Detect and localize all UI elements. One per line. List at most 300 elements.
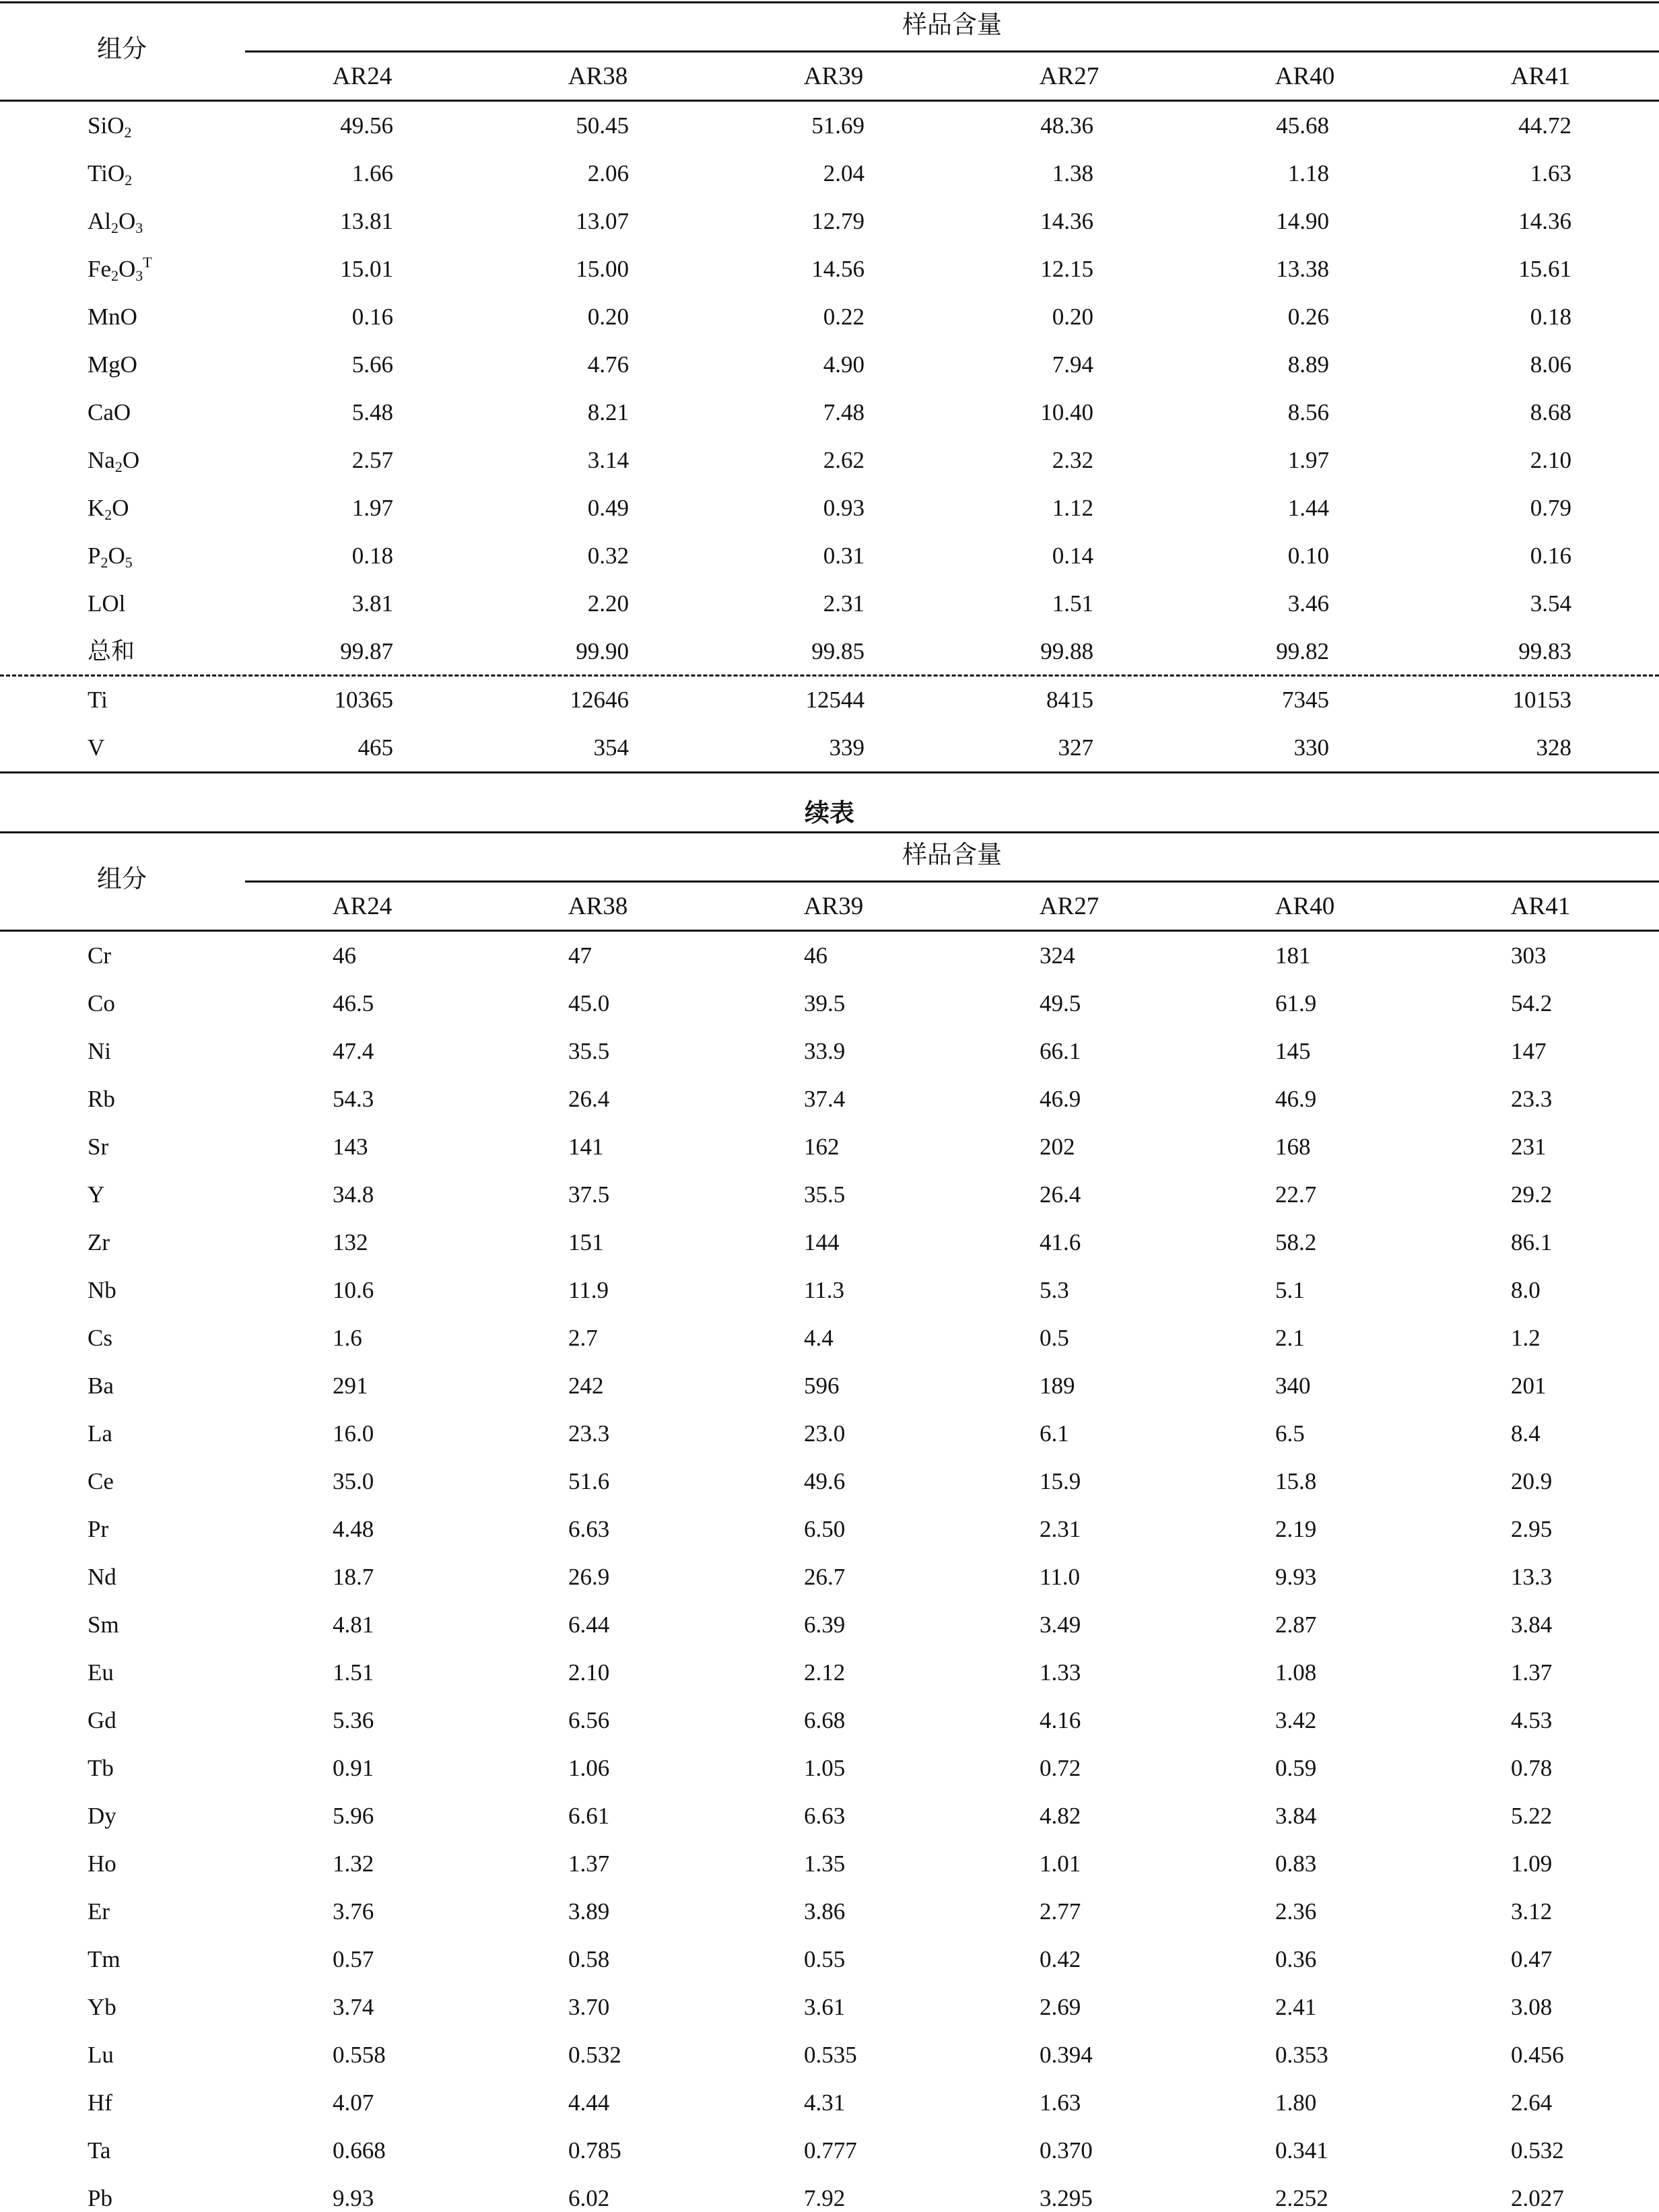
table-cell: 291: [333, 1373, 368, 1399]
table-cell: 6.63: [804, 1803, 846, 1829]
table-cell: 144: [804, 1229, 840, 1255]
table-cell: 7345: [1282, 687, 1329, 713]
table-cell: 6.39: [804, 1612, 846, 1638]
table-cell: 1.06: [568, 1755, 610, 1781]
table-cell: 0.558: [333, 2042, 386, 2068]
table-cell: 0.532: [568, 2042, 621, 2068]
table-cell: 2.20: [587, 590, 629, 617]
table-cell: 7.92: [804, 2185, 846, 2211]
table-cell: 1.6: [333, 1325, 362, 1351]
table-cell: 147: [1511, 1038, 1547, 1064]
table-cell: 6.02: [568, 2185, 610, 2211]
row-label: SiO$_2$: [88, 112, 132, 141]
table-cell: 99.88: [1040, 638, 1093, 664]
table-cell: 12646: [570, 687, 629, 713]
table-cell: 51.6: [568, 1468, 610, 1494]
table-cell: 34.8: [333, 1181, 374, 1208]
table-cell: 26.7: [804, 1564, 846, 1590]
table-cell: 0.79: [1530, 495, 1571, 521]
table-cell: 0.20: [1052, 304, 1093, 330]
table-cell: 327: [1058, 734, 1093, 761]
table-cell: 3.76: [333, 1898, 374, 1925]
row-label: Gd: [88, 1707, 116, 1733]
table-cell: 6.63: [568, 1516, 610, 1542]
content-header-2: 样品含量: [902, 841, 1002, 869]
table-cell: 2.31: [1040, 1516, 1081, 1542]
sample-header-ar41: AR41: [1510, 893, 1571, 920]
table-cell: 2.64: [1511, 2089, 1553, 2116]
row-label: Hf: [88, 2089, 112, 2116]
table-cell: 5.96: [333, 1803, 374, 1829]
table-cell: 2.06: [587, 160, 629, 186]
table-cell: 13.07: [576, 208, 629, 234]
table-cell: 4.81: [333, 1612, 374, 1638]
table-cell: 46.5: [333, 990, 374, 1016]
row-label: Ti: [88, 687, 108, 713]
table-cell: 0.83: [1275, 1851, 1317, 1877]
table-cell: 3.46: [1287, 590, 1329, 617]
table-cell: 2.7: [568, 1325, 598, 1351]
table-cell: 15.8: [1275, 1468, 1317, 1494]
table-cell: 3.08: [1511, 1994, 1553, 2020]
table-cell: 8.4: [1511, 1420, 1540, 1447]
table-cell: 23.3: [1511, 1086, 1553, 1112]
table-cell: 46: [333, 942, 356, 969]
row-label: Pr: [88, 1516, 109, 1542]
sample-header-ar39: AR39: [803, 63, 864, 90]
row-label: Ho: [88, 1851, 116, 1877]
row-label: $Fe_2O_3^T$: [88, 254, 152, 284]
table-cell: 23.0: [804, 1420, 846, 1447]
table-cell: 54.3: [333, 1086, 374, 1112]
table-cell: 47: [568, 942, 592, 969]
table-cell: 15.61: [1518, 256, 1571, 282]
table-cell: 143: [333, 1134, 368, 1160]
table-cell: 141: [568, 1134, 604, 1160]
table-cell: 0.49: [587, 495, 629, 521]
table-cell: 66.1: [1040, 1038, 1081, 1064]
table-cell: 328: [1536, 734, 1571, 761]
table-cell: 8.21: [587, 399, 629, 425]
table-cell: 0.532: [1511, 2137, 1564, 2164]
table-cell: 8.56: [1287, 399, 1329, 425]
table-cell: 3.295: [1040, 2185, 1093, 2211]
sample-header-ar27: AR27: [1039, 893, 1099, 920]
table-cell: 339: [829, 734, 865, 761]
table-cell: 11.9: [568, 1277, 609, 1303]
table-cell: 2.69: [1040, 1994, 1081, 2020]
table-cell: 50.45: [576, 112, 629, 139]
continuation-title: 续表: [805, 800, 854, 827]
sample-header-ar38: AR38: [568, 63, 628, 90]
table-cell: 46: [804, 942, 827, 969]
table-cell: 26.4: [568, 1086, 610, 1112]
table-cell: 0.42: [1040, 1946, 1081, 1972]
table-cell: 3.74: [333, 1994, 374, 2020]
table-cell: 10.6: [333, 1277, 374, 1303]
table-cell: 37.4: [804, 1086, 846, 1112]
table-cell: 1.37: [1511, 1659, 1553, 1686]
table-cell: 0.10: [1287, 543, 1329, 569]
table-cell: 0.20: [587, 304, 629, 330]
table-cell: 4.4: [804, 1325, 834, 1351]
table-cell: 2.95: [1511, 1516, 1553, 1542]
table-cell: 5.66: [351, 351, 393, 378]
table-cell: 303: [1511, 942, 1547, 969]
table-cell: 58.2: [1275, 1229, 1317, 1255]
table-cell: 1.09: [1511, 1851, 1553, 1877]
table-cell: 1.2: [1511, 1325, 1540, 1351]
table-cell: 6.56: [568, 1707, 610, 1733]
table-cell: 0.18: [351, 543, 393, 569]
row-label: $K_2O$: [88, 495, 129, 523]
table-cell: 35.5: [568, 1038, 610, 1064]
table-cell: 4.44: [568, 2089, 610, 2116]
table-cell: 7.94: [1052, 351, 1093, 378]
row-label: Pb: [88, 2185, 112, 2211]
table-cell: 1.33: [1040, 1659, 1081, 1686]
table-cell: 231: [1511, 1134, 1547, 1160]
table-cell: 1.80: [1275, 2089, 1317, 2116]
header-sub-rule: [245, 50, 1659, 53]
table-cell: 9.93: [333, 2185, 374, 2211]
table-cell: 3.49: [1040, 1612, 1081, 1638]
table-cell: 0.535: [804, 2042, 857, 2068]
table-cell: 49.56: [340, 112, 393, 139]
table-cell: 0.777: [804, 2137, 857, 2164]
table-cell: 49.5: [1040, 990, 1081, 1016]
table-cell: 1.37: [568, 1851, 610, 1877]
row-label: Nd: [88, 1564, 116, 1590]
sample-header-ar39: AR39: [803, 893, 864, 920]
row-label: MnO: [88, 304, 137, 330]
table-cell: 465: [358, 734, 393, 761]
table-cell: 0.26: [1287, 304, 1329, 330]
table-cell: 2.252: [1275, 2185, 1328, 2211]
table-cell: 12.79: [811, 208, 865, 234]
table-cell: 0.72: [1040, 1755, 1081, 1781]
table-cell: 99.85: [811, 638, 865, 664]
table-cell: 8.68: [1530, 399, 1571, 425]
table-cell: 3.81: [351, 590, 393, 617]
header-bottom-rule-2: [0, 930, 1659, 932]
table-cell: 2.77: [1040, 1898, 1081, 1925]
table-cell: 3.70: [568, 1994, 610, 2020]
table-cell: 5.48: [351, 399, 393, 425]
content-header: 样品含量: [902, 11, 1002, 39]
table-cell: 1.63: [1040, 2089, 1081, 2116]
table-cell: 1.08: [1275, 1659, 1317, 1686]
table-cell: 5.22: [1511, 1803, 1553, 1829]
table-cell: 51.69: [811, 112, 865, 139]
table-cell: 86.1: [1511, 1229, 1553, 1255]
row-label: 总和: [88, 638, 135, 664]
table-cell: 13.38: [1276, 256, 1329, 282]
sample-header-ar24: AR24: [332, 893, 393, 920]
table-cell: 3.89: [568, 1898, 610, 1925]
group-header-2: 组分: [97, 866, 147, 893]
row-label: Zr: [88, 1229, 110, 1255]
table-cell: 12544: [805, 687, 865, 713]
table-cell: 14.36: [1518, 208, 1571, 234]
table-cell: 202: [1040, 1134, 1075, 1160]
table-cell: 0.47: [1511, 1946, 1553, 1972]
table-cell: 1.12: [1052, 495, 1093, 521]
table-cell: 151: [568, 1229, 604, 1255]
row-label: TiO$_2$: [88, 160, 133, 188]
row-label: Ta: [88, 2137, 111, 2164]
table-cell: 0.341: [1275, 2137, 1328, 2164]
table2-top-rule: [0, 831, 1659, 833]
table-cell: 15.9: [1040, 1468, 1081, 1494]
table-cell: 2.04: [823, 160, 865, 186]
table-cell: 596: [804, 1373, 840, 1399]
table-cell: 37.5: [568, 1181, 610, 1208]
table-cell: 11.0: [1040, 1564, 1080, 1590]
table-cell: 1.51: [333, 1659, 374, 1686]
table-cell: 4.90: [823, 351, 865, 378]
table-cell: 0.370: [1040, 2137, 1093, 2164]
table-cell: 2.36: [1275, 1898, 1317, 1925]
table-cell: 8.0: [1511, 1277, 1540, 1303]
table-cell: 0.22: [823, 304, 865, 330]
row-label: Eu: [88, 1659, 114, 1686]
table-cell: 2.41: [1275, 1994, 1317, 2020]
table-cell: 35.5: [804, 1181, 846, 1208]
table-cell: 46.9: [1040, 1086, 1081, 1112]
table-cell: 0.31: [823, 543, 865, 569]
table-cell: 26.9: [568, 1564, 610, 1590]
sample-header-ar40: AR40: [1275, 63, 1335, 90]
group-header: 组分: [97, 36, 147, 63]
table-cell: 0.668: [333, 2137, 386, 2164]
table-cell: 1.66: [351, 160, 393, 186]
table-cell: 23.3: [568, 1420, 610, 1447]
table-cell: 1.97: [351, 495, 393, 521]
table-cell: 1.63: [1530, 160, 1571, 186]
sample-header-ar27: AR27: [1039, 63, 1099, 90]
table-cell: 1.44: [1287, 495, 1329, 521]
table-cell: 2.87: [1275, 1612, 1317, 1638]
table-cell: 1.35: [804, 1851, 846, 1877]
table-cell: 3.54: [1530, 590, 1571, 617]
table-cell: 0.32: [587, 543, 629, 569]
table-cell: 145: [1275, 1038, 1311, 1064]
table-cell: 8.06: [1530, 351, 1571, 378]
table-cell: 2.12: [804, 1659, 846, 1686]
table-cell: 15.00: [576, 256, 629, 282]
sample-header-ar24: AR24: [332, 63, 393, 90]
table-cell: 41.6: [1040, 1229, 1081, 1255]
table-cell: 0.16: [351, 304, 393, 330]
table-cell: 4.31: [804, 2089, 846, 2116]
table-cell: 0.785: [568, 2137, 621, 2164]
table-cell: 5.1: [1275, 1277, 1305, 1303]
table-cell: 8415: [1046, 687, 1093, 713]
table-cell: 14.36: [1040, 208, 1093, 234]
table-cell: 4.07: [333, 2089, 374, 2116]
sample-header-ar41: AR41: [1510, 63, 1571, 90]
table-cell: 4.82: [1040, 1803, 1081, 1829]
header-bottom-rule: [0, 100, 1659, 102]
row-label: $Al_2O_3$: [88, 208, 143, 236]
table-cell: 0.78: [1511, 1755, 1553, 1781]
table-cell: 14.90: [1276, 208, 1329, 234]
top-rule: [0, 1, 1659, 3]
table-cell: 2.10: [568, 1659, 610, 1686]
table-cell: 2.027: [1511, 2185, 1564, 2211]
table-cell: 48.36: [1040, 112, 1093, 139]
table-cell: 47.4: [333, 1038, 374, 1064]
table-cell: 8.89: [1287, 351, 1329, 378]
table-cell: 0.57: [333, 1946, 374, 1972]
table-cell: 0.91: [333, 1755, 374, 1781]
table-cell: 1.97: [1287, 447, 1329, 473]
table-cell: 3.84: [1275, 1803, 1317, 1829]
table-cell: 6.61: [568, 1803, 610, 1829]
table-cell: 2.1: [1275, 1325, 1305, 1351]
row-label: Er: [88, 1898, 110, 1925]
table-cell: 4.16: [1040, 1707, 1081, 1733]
table-cell: 4.48: [333, 1516, 374, 1542]
table-cell: 0.456: [1511, 2042, 1564, 2068]
table-cell: 0.18: [1530, 304, 1571, 330]
table-cell: 7.48: [823, 399, 865, 425]
table-cell: 14.56: [811, 256, 865, 282]
table-cell: 0.353: [1275, 2042, 1328, 2068]
table-cell: 3.42: [1275, 1707, 1317, 1733]
table-cell: 0.59: [1275, 1755, 1317, 1781]
table-cell: 99.87: [340, 638, 393, 664]
table-cell: 6.1: [1040, 1420, 1069, 1447]
table-cell: 18.7: [333, 1564, 374, 1590]
table-cell: 2.62: [823, 447, 865, 473]
table-cell: 10365: [334, 687, 393, 713]
table-cell: 0.5: [1040, 1325, 1069, 1351]
table-cell: 6.50: [804, 1516, 846, 1542]
table-cell: 54.2: [1511, 990, 1553, 1016]
table-cell: 2.32: [1052, 447, 1093, 473]
row-label: Sm: [88, 1612, 119, 1638]
table-cell: 20.9: [1511, 1468, 1553, 1494]
table-cell: 6.5: [1275, 1420, 1305, 1447]
table-cell: 2.31: [823, 590, 865, 617]
table-cell: 11.3: [804, 1277, 844, 1303]
table-cell: 13.3: [1511, 1564, 1553, 1590]
row-label: Yb: [88, 1994, 116, 2020]
table-cell: 45.0: [568, 990, 610, 1016]
row-label: CaO: [88, 399, 131, 425]
table-cell: 0.394: [1040, 2042, 1093, 2068]
table-cell: 324: [1040, 942, 1075, 969]
table-cell: 1.05: [804, 1755, 846, 1781]
table-cell: 2.57: [351, 447, 393, 473]
table-cell: 0.16: [1530, 543, 1571, 569]
row-label: La: [88, 1420, 112, 1447]
sample-header-ar38: AR38: [568, 893, 628, 920]
table-cell: 0.36: [1275, 1946, 1317, 1972]
table-cell: 242: [568, 1373, 604, 1399]
table-cell: 132: [333, 1229, 368, 1255]
table-cell: 1.01: [1040, 1851, 1081, 1877]
table-cell: 45.68: [1276, 112, 1329, 139]
row-label: Rb: [88, 1086, 115, 1112]
table-cell: 0.55: [804, 1946, 846, 1972]
table-cell: 3.86: [804, 1898, 846, 1925]
row-label: Dy: [88, 1803, 116, 1829]
table-cell: 1.38: [1052, 160, 1093, 186]
table-cell: 189: [1040, 1373, 1075, 1399]
table-cell: 29.2: [1511, 1181, 1553, 1208]
table-cell: 5.36: [333, 1707, 374, 1733]
table-cell: 330: [1293, 734, 1329, 761]
table-cell: 0.58: [568, 1946, 610, 1972]
row-label: Lu: [88, 2042, 114, 2068]
row-label: Ce: [88, 1468, 114, 1494]
table-cell: 354: [593, 734, 629, 761]
table-cell: 6.68: [804, 1707, 846, 1733]
row-label: Sr: [88, 1134, 109, 1160]
row-label: V: [88, 734, 105, 761]
table-cell: 201: [1511, 1373, 1547, 1399]
table-cell: 10.40: [1040, 399, 1093, 425]
table-cell: 1.51: [1052, 590, 1093, 617]
table-cell: 5.3: [1040, 1277, 1069, 1303]
table-cell: 9.93: [1275, 1564, 1317, 1590]
table-cell: 3.12: [1511, 1898, 1553, 1925]
sample-header-ar40: AR40: [1275, 893, 1335, 920]
table-cell: 4.53: [1511, 1707, 1553, 1733]
table-cell: 0.14: [1052, 543, 1093, 569]
row-label: $Na_2O$: [88, 447, 140, 475]
table-cell: 3.61: [804, 1994, 846, 2020]
table-cell: 39.5: [804, 990, 846, 1016]
table-cell: 99.90: [576, 638, 629, 664]
row-label: Y: [88, 1181, 105, 1208]
table-cell: 1.18: [1287, 160, 1329, 186]
row-label: Tm: [88, 1946, 121, 1972]
dashed-separator: [0, 675, 1659, 677]
row-label: Co: [88, 990, 115, 1016]
table-cell: 46.9: [1275, 1086, 1317, 1112]
table-cell: 3.14: [587, 447, 629, 473]
table-cell: 99.83: [1518, 638, 1571, 664]
row-label: LOl: [88, 590, 126, 617]
row-label: Cr: [88, 942, 111, 969]
table-cell: 168: [1275, 1134, 1311, 1160]
table-cell: 181: [1275, 942, 1311, 969]
table-cell: 99.82: [1276, 638, 1329, 664]
table-cell: 26.4: [1040, 1181, 1081, 1208]
table1-bottom-rule: [0, 771, 1659, 773]
table-cell: 2.19: [1275, 1516, 1317, 1542]
table-cell: 1.32: [333, 1851, 374, 1877]
table-cell: 44.72: [1518, 112, 1571, 139]
table-cell: 12.15: [1040, 256, 1093, 282]
table-cell: 22.7: [1275, 1181, 1317, 1208]
table-cell: 49.6: [804, 1468, 846, 1494]
table-cell: 61.9: [1275, 990, 1317, 1016]
row-label: Ni: [88, 1038, 111, 1064]
table-cell: 10153: [1512, 687, 1571, 713]
row-label: $P_2O_5$: [88, 543, 133, 571]
table-cell: 4.76: [587, 351, 629, 378]
table-cell: 15.01: [340, 256, 393, 282]
table-cell: 6.44: [568, 1612, 610, 1638]
table-cell: 2.10: [1530, 447, 1571, 473]
table-cell: 35.0: [333, 1468, 374, 1494]
row-label: Nb: [88, 1277, 116, 1303]
